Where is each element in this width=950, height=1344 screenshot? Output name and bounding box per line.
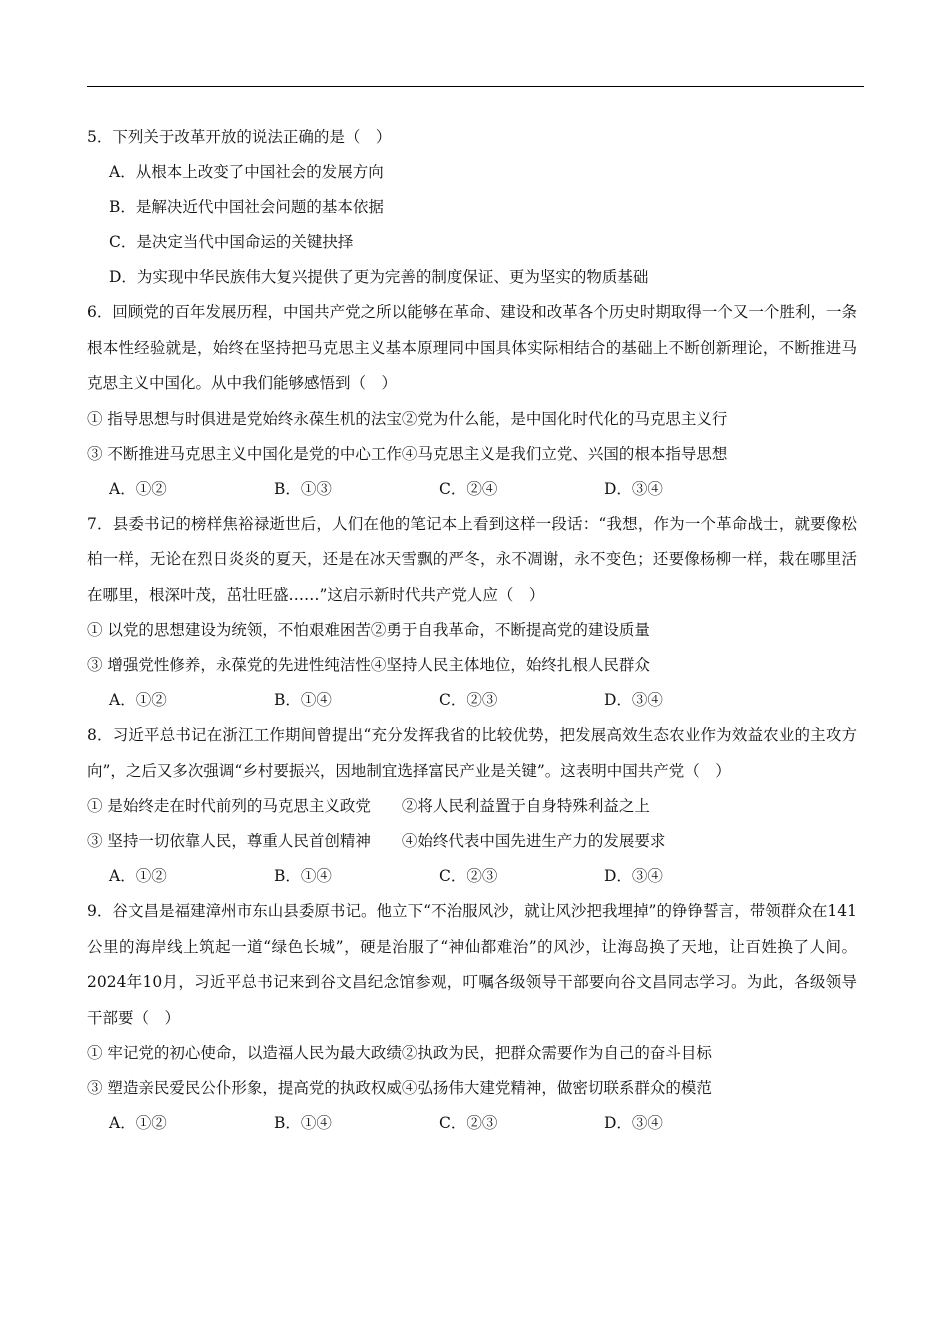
- question-7-option-a: A．①②: [109, 691, 167, 709]
- question-8-option-c: C．②③: [439, 867, 498, 885]
- question-9-statements-2: ③ 塑造亲民爱民公仆形象，提高党的执政权威④弘扬伟大建党精神，做密切联系群众的模范: [87, 1079, 712, 1097]
- question-7-statements-2: ③ 增强党性修养，永葆党的先进性纯洁性④坚持人民主体地位，始终扎根人民群众: [87, 656, 650, 674]
- question-7-option-b: B．①④: [274, 691, 332, 709]
- question-8-option-d: D．③④: [604, 867, 663, 885]
- question-5-choice-b: B．是解决近代中国社会问题的基本依据: [109, 198, 384, 216]
- question-8-statements-2: ③ 坚持一切依靠人民，尊重人民首创精神 ④始终代表中国先进生产力的发展要求: [87, 832, 666, 850]
- question-8: [87, 718, 867, 894]
- question-8-statements-1: ① 是始终走在时代前列的马克思主义政党 ②将人民利益置于自身特殊利益之上: [87, 797, 650, 815]
- question-5-stem: 5．下列关于改革开放的说法正确的是（ ）: [87, 128, 392, 146]
- question-7-statements-1: ① 以党的思想建设为统领，不怕艰难困苦②勇于自我革命，不断提高党的建设质量: [87, 621, 650, 639]
- question-6-option-d: D．③④: [604, 479, 663, 498]
- question-6-options: [87, 472, 867, 507]
- question-7: [87, 507, 867, 719]
- question-8-options: [87, 859, 867, 894]
- question-9-options: [87, 1106, 867, 1141]
- question-9-option-a: A．①②: [109, 1114, 167, 1132]
- question-6-option-c: C．②④: [439, 479, 498, 498]
- question-9-option-d: D．③④: [604, 1114, 663, 1132]
- question-7-option-c: C．②③: [439, 691, 498, 709]
- question-5-choice-a: A．从根本上改变了中国社会的发展方向: [109, 163, 384, 181]
- question-9-option-b: B．①④: [274, 1114, 332, 1132]
- question-list: [87, 120, 867, 1141]
- question-6-option-a: A．①②: [109, 479, 167, 498]
- question-7-stem: 7．县委书记的榜样焦裕禄逝世后，人们在他的笔记本上看到这样一段话：“我想，作为一个革命战士，就要像松柏一样，无论在烈日炎炎的夏天，还是在冰天雪飘的严冬，永不凋谢，永不变色；还要像杨柳一样，栽在哪里活在哪里，根深叶茂，茁壮旺盛……”这启示新时代共产党人应（ ）: [87, 514, 857, 604]
- question-8-option-a: A．①②: [109, 867, 167, 885]
- question-8-option-b: B．①④: [274, 867, 332, 885]
- question-6-stem: 6．回顾党的百年发展历程，中国共产党之所以能够在革命、建设和改革各个历史时期取得一个又一个胜利，一条根本性经验就是，始终在坚持把马克思主义基本原理同中国具体实际相结合的基础上不断创新理论，不断推进马克思主义中国化。从中我们能够感悟到（ ）: [87, 303, 857, 392]
- header-rule: [87, 86, 864, 87]
- question-7-options: [87, 683, 867, 718]
- question-5: [87, 120, 867, 295]
- question-6-statements-2: ③ 不断推进马克思主义中国化是党的中心工作④马克思主义是我们立党、兴国的根本指导思想: [87, 444, 728, 463]
- question-6-statements-1: ① 指导思想与时俱进是党始终永葆生机的法宝②党为什么能，是中国化时代化的马克思主义行: [87, 409, 728, 428]
- question-8-stem: 8．习近平总书记在浙江工作期间曾提出“充分发挥我省的比较优势，把发展高效生态农业作为效益农业的主攻方向”，之后又多次强调“乡村要振兴，因地制宜选择富民产业是关键”。这表明中国共产党（ ）: [87, 726, 857, 780]
- question-9: [87, 894, 867, 1141]
- question-7-option-d: D．③④: [604, 691, 663, 709]
- question-5-choice-d: D．为实现中华民族伟大复兴提供了更为完善的制度保证、更为坚实的物质基础: [109, 268, 649, 286]
- question-9-option-c: C．②③: [439, 1114, 498, 1132]
- question-9-statements-1: ① 牢记党的初心使命，以造福人民为最大政绩②执政为民，把群众需要作为自己的奋斗目标: [87, 1044, 712, 1062]
- question-5-choice-c: C．是决定当代中国命运的关键抉择: [109, 233, 354, 251]
- question-6-option-b: B．①③: [274, 479, 332, 498]
- question-6: [87, 295, 867, 507]
- question-9-stem: 9．谷文昌是福建漳州市东山县委原书记。他立下“不治服风沙，就让风沙把我埋掉”的铮铮誓言，带领群众在141公里的海岸线上筑起一道“绿色长城”，硬是治服了“神仙都难治”的风沙，让海岛换了天地，让百姓换了人间。2024年10月，习近平总书记来到谷文昌纪念馆参观，叮嘱各级领导干部要向谷文昌同志学习。为此，各级领导干部要（ ）: [87, 902, 857, 1027]
